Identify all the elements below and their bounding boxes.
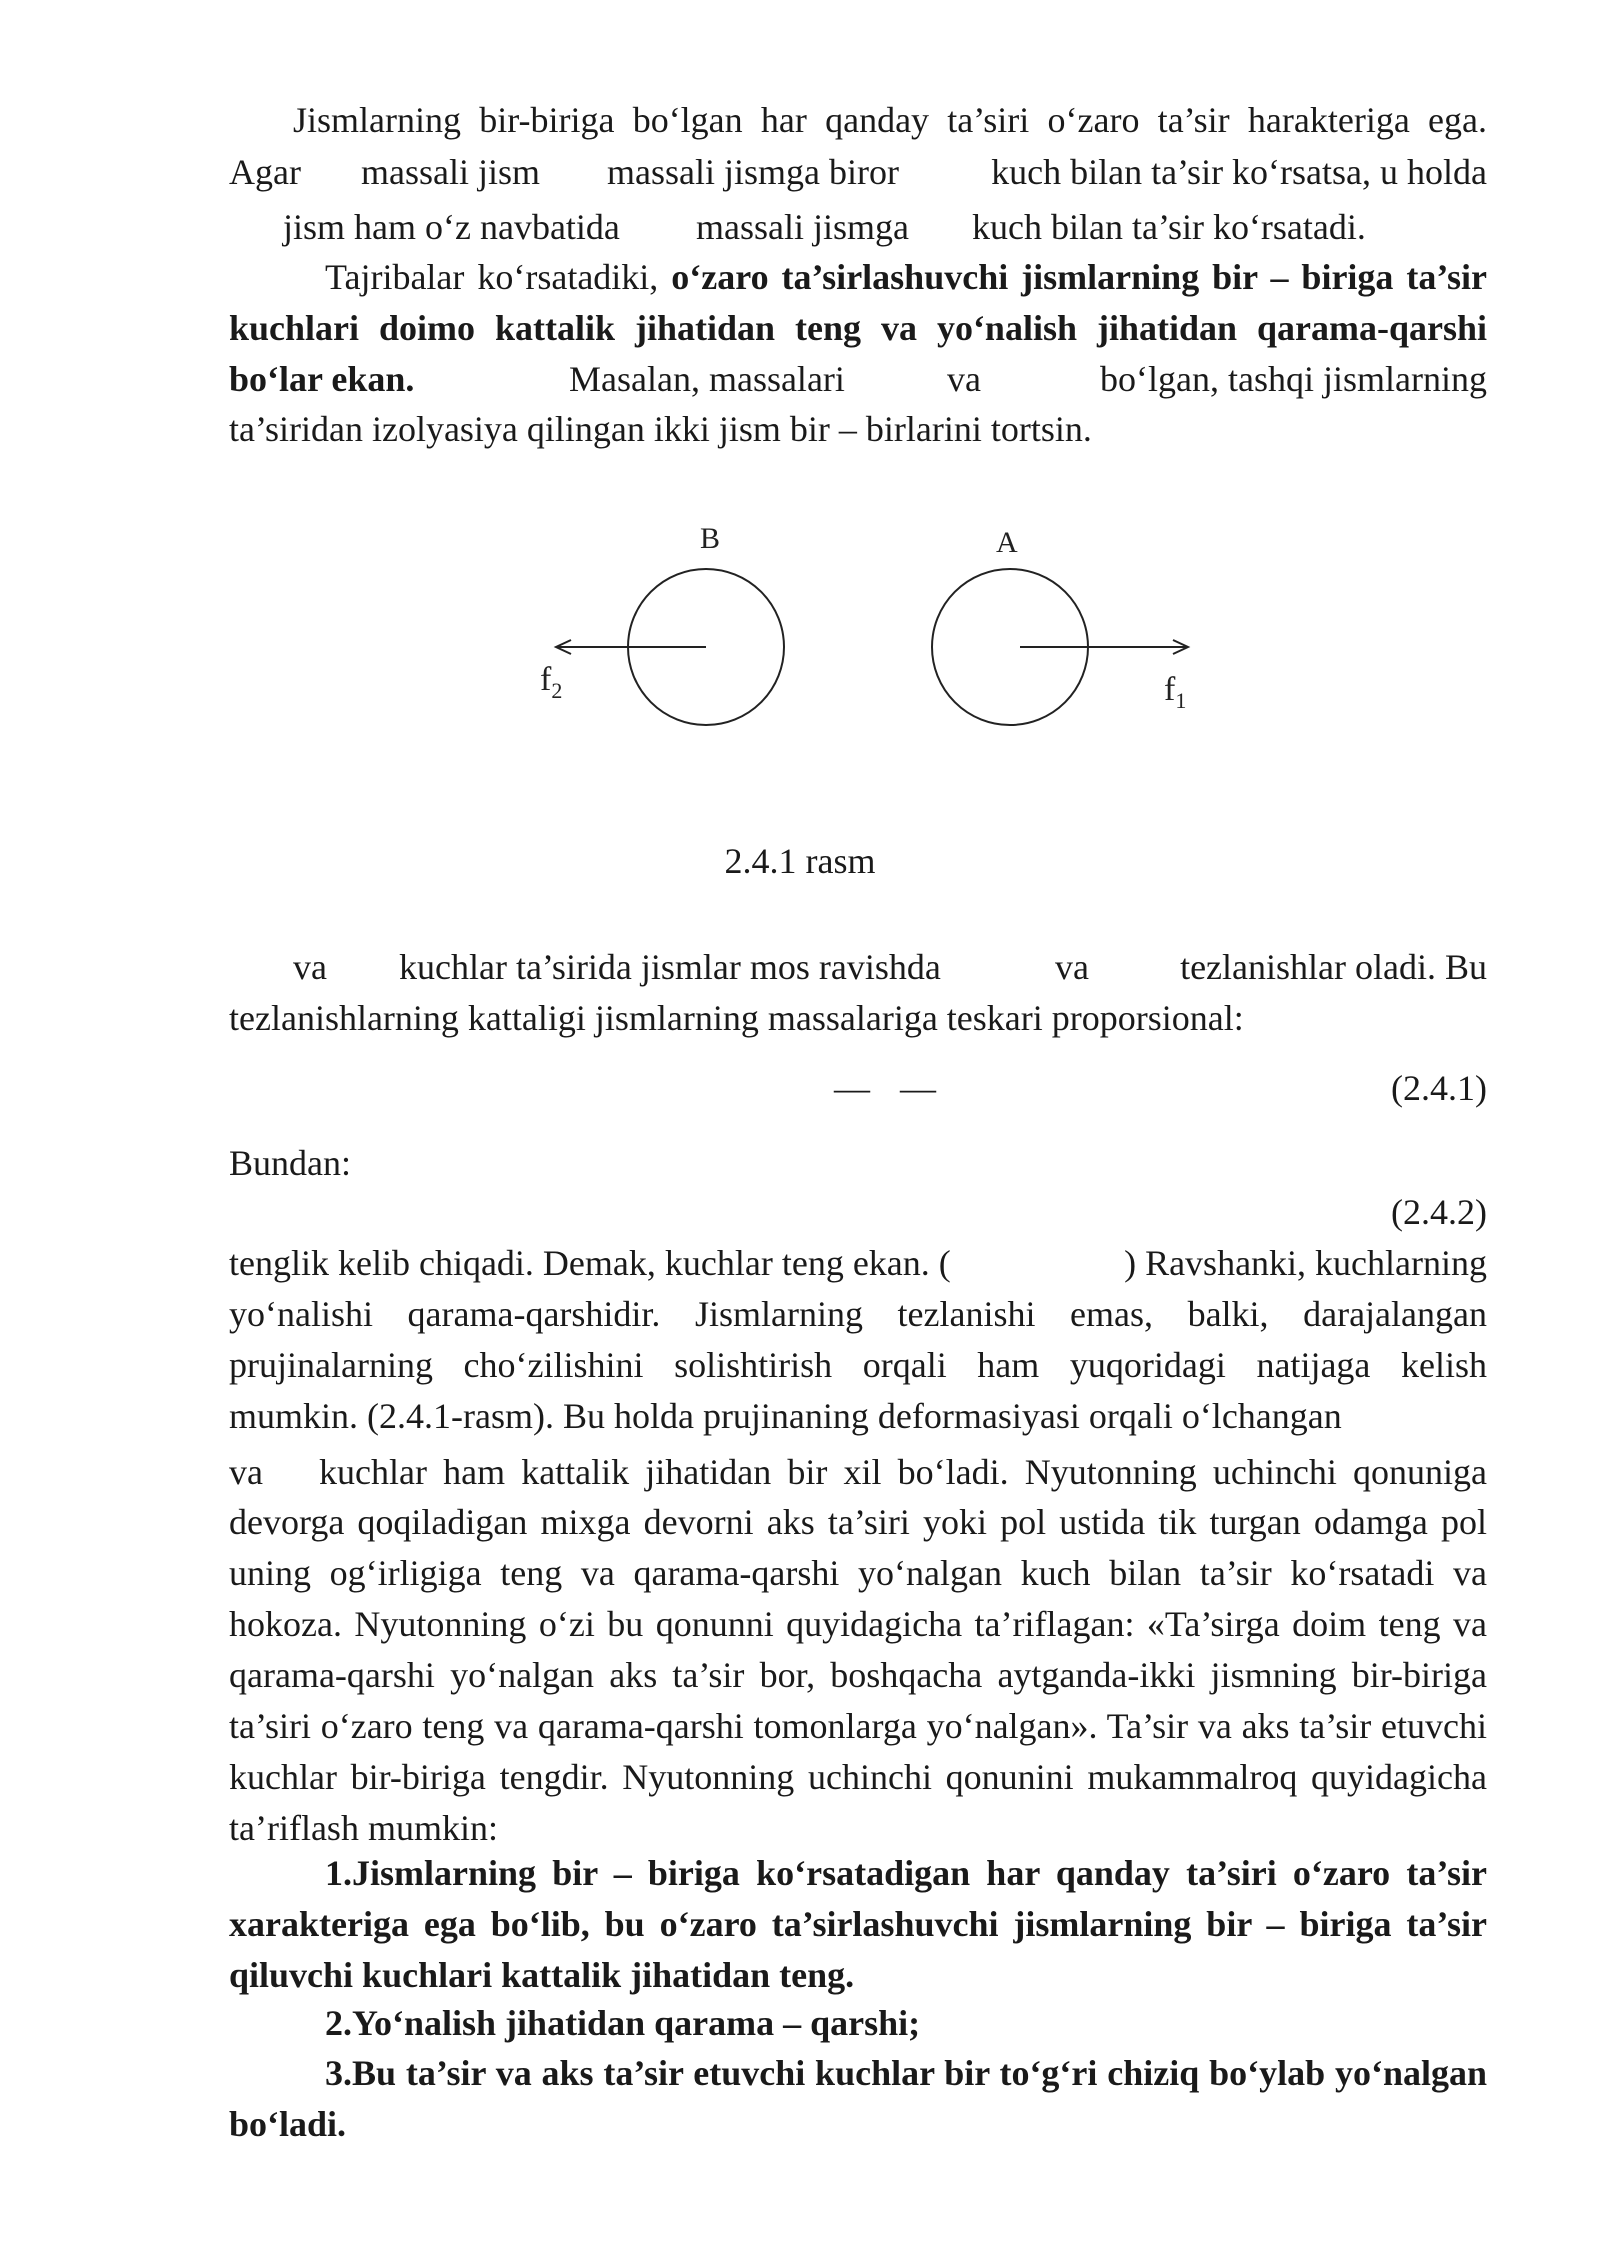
experiment-bold: o‘zaro ta’sirlashuvchi jismlarning bir – biriga ta’sir kuchlari doimo kattalik jihatidan teng va yo‘nalish jihatidan qarama-qarshi bo‘lar ekan. xyxy=(229,257,1488,399)
eq1-fraction-bar-1: — xyxy=(834,1068,870,1108)
intro-kuch-bilan: kuch bilan ta’sir ko‘rsatsa, u holda xyxy=(991,152,1487,192)
experiment-massalari: Masalan, massalari xyxy=(569,359,845,399)
rule-1 xyxy=(229,1848,1487,2001)
result-ravshanki: ) Ravshanki, kuchlarning xyxy=(1124,1243,1487,1283)
after-fig-va-2: va xyxy=(1055,947,1089,987)
result-tenglik: tenglik kelib chiqadi. Demak, kuchlar teng ekan. ( xyxy=(229,1243,951,1283)
eq2-number: (2.4.2) xyxy=(1391,1192,1487,1232)
result-rest-text: devorga qoqiladigan mixga devorni aks ta’siri yoki pol ustida tik turgan odamga pol uning og‘irligiga teng va qarama-qarshi yo‘nalgan kuch bilan ta’sir ko‘rsatadi va hokoza. Nyutonning o‘zi bu qonunni quyidagicha ta’riflagan: «Ta’sirga doim teng va qarama-qarshi yo‘nalgan aks ta’sir bor, boshqacha aytganda-ikki jismning bir-biriga ta’siri o‘zaro teng va qarama-qarshi tomonlarga yo‘nalgan». Ta’sir va aks ta’sir etuvchi kuchlar bir-biriga tengdir. Nyutonning uchinchi qonunini mukammalroq quyidagicha ta’riflash mumkin: xyxy=(229,1502,1487,1848)
result-va-line xyxy=(229,1447,1487,1498)
body-b-label: B xyxy=(700,522,721,555)
bundan-line xyxy=(229,1138,1487,1189)
result-measure-text: mumkin. (2.4.1-rasm). Bu holda prujinaning deformasiyasi orqali o‘lchangan xyxy=(229,1396,1342,1436)
rule-1-text: 1.Jismlarning bir – biriga ko‘rsatadigan har qanday ta’siri o‘zaro ta’sir xarakteriga ega bo‘lib, bu o‘zaro ta’sirlashuvchi jismlarning bir – biriga ta’sir qiluvchi kuchlari kattalik jihatidan teng. xyxy=(229,1853,1487,1995)
after-fig-tezlanishlar: tezlanishlar oladi. Bu xyxy=(1180,947,1487,987)
rule-2-text: 2.Yo‘nalish jihatidan qarama – qarshi; xyxy=(325,2003,921,2043)
figure-caption: 2.4.1 rasm xyxy=(724,841,876,881)
intro-jism-ham: jism ham o‘z navbatida xyxy=(283,207,620,247)
after-fig-va-1: va xyxy=(293,947,327,987)
result-rest xyxy=(229,1497,1487,1854)
intro-text-1: Jismlarning bir-biriga bo‘lgan har qanday ta’siri o‘zaro ta’sir harakteriga ega. xyxy=(293,100,1487,140)
intro-massali-jism: massali jism xyxy=(361,152,540,192)
intro-agar: Agar xyxy=(229,152,301,192)
intro-kuch-bilan-tasir: kuch bilan ta’sir ko‘rsatadi. xyxy=(972,207,1366,247)
result-body-text: yo‘nalishi qarama-qarshidir. Jismlarning tezlanishi emas, balki, darajalangan prujinalarning cho‘zilishini solishtirish orqali ham yuqoridagi natijaga kelish xyxy=(229,1294,1487,1385)
after-fig-kuchlar: kuchlar ta’sirida jismlar mos ravishda xyxy=(399,947,941,987)
experiment-bolgan: bo‘lgan, tashqi jismlarning xyxy=(1100,359,1487,399)
rule-3-text: 3.Bu ta’sir va aks ta’sir etuvchi kuchlar bir to‘g‘ri chiziq bo‘ylab yo‘nalgan bo‘ladi. xyxy=(229,2053,1487,2144)
intro-massali-jismga: massali jismga xyxy=(696,207,909,247)
experiment-lead: Tajribalar ko‘rsatadiki, xyxy=(325,257,659,297)
after-fig-proportional: tezlanishlarning kattaligi jismlarning massalariga teskari proporsional: xyxy=(229,998,1244,1038)
equation-2-4-1 xyxy=(229,1063,1487,1114)
result-line-1 xyxy=(229,1238,1487,1289)
force-left-label: $f_2$ xyxy=(540,661,563,703)
result-measure-line xyxy=(229,1391,1487,1442)
result-kuchlar-ham: kuchlar ham kattalik jihatidan bir xil bo‘ladi. Nyutonning uchinchi qonuniga xyxy=(319,1452,1487,1492)
after-fig-line-2 xyxy=(229,993,1487,1044)
figure-two-bodies xyxy=(0,0,1600,800)
equation-2-4-2 xyxy=(229,1187,1487,1238)
result-va: va xyxy=(229,1452,263,1492)
intro-massali-jismga-biror: massali jismga biror xyxy=(607,152,899,192)
bundan-text: Bundan: xyxy=(229,1143,351,1183)
eq1-fraction-bar-2: — xyxy=(900,1068,936,1108)
eq1-number: (2.4.1) xyxy=(1391,1068,1487,1108)
rule-2 xyxy=(229,1998,1487,2049)
body-a-label: A xyxy=(996,526,1018,559)
rule-3 xyxy=(229,2048,1487,2150)
result-body xyxy=(229,1289,1487,1391)
experiment-tasiridan: ta’siridan izolyasiya qilingan ikki jism bir – birlarini tortsin. xyxy=(229,409,1092,449)
force-right-label: $f_1$ xyxy=(1164,671,1187,713)
experiment-va: va xyxy=(947,359,981,399)
after-fig-line-1 xyxy=(229,942,1487,993)
